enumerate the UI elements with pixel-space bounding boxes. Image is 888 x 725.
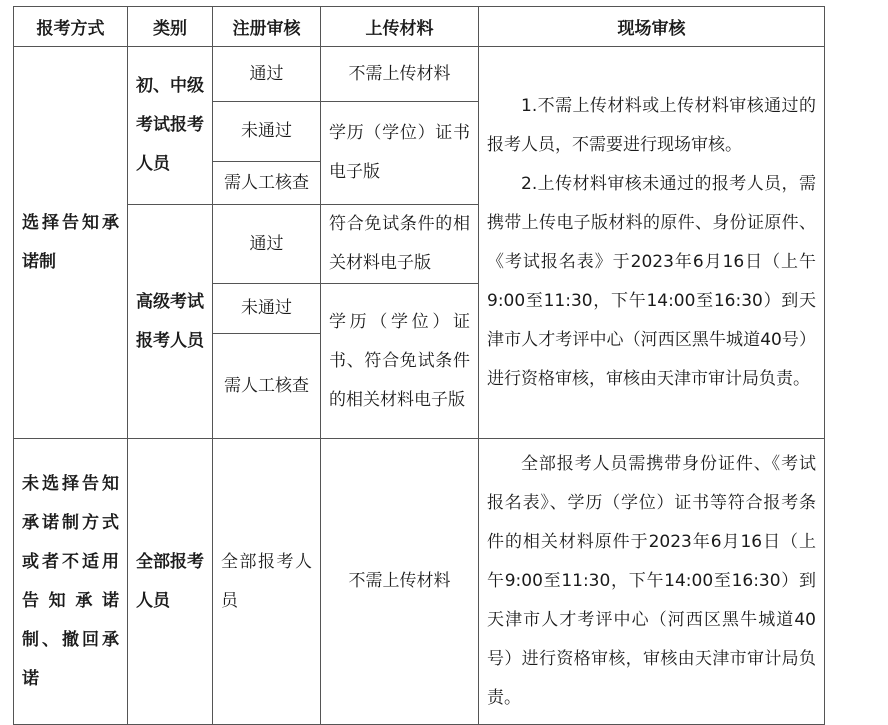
onsite-review-section1 (479, 47, 825, 439)
material-degree-exemption-text: 学历（学位）证书、符合免试条件的相关材料电子版 (329, 311, 470, 410)
material-degree-cert (321, 102, 479, 205)
material-exemption (321, 205, 479, 284)
header-row (14, 7, 825, 47)
category-senior (128, 205, 213, 439)
header-onsite-review: 现场审核 (479, 7, 825, 47)
header-upload-materials: 上传材料 (321, 7, 479, 47)
review-all (213, 439, 321, 725)
header-category: 类别 (128, 7, 213, 47)
method-commitment (14, 47, 128, 439)
review-fail-2: 未通过 (213, 284, 321, 334)
category-junior-mid-text: 初、中级考试报考人员 (136, 76, 204, 174)
review-manual-2: 需人工核查 (213, 334, 321, 439)
material-degree-cert-text: 学历（学位）证书电子版 (329, 123, 470, 182)
onsite-paragraph-3: 全部报考人员需携带身份证件、《考试报名表》、学历（学位）证书等符合报考条件的相关材料原件于2023年6月16日（上午9:00至11:30，下午14:00至16:30）到天津市人才考评中心（河西区黑牛城道40号）进行资格审核，审核由天津市审计局负责。 (487, 454, 816, 708)
onsite-paragraph-1: 1.不需上传材料或上传材料审核通过的报考人员，不需要进行现场审核。 (487, 95, 816, 155)
material-degree-exemption (321, 284, 479, 439)
category-junior-mid (128, 47, 213, 205)
method-no-commitment-text: 未选择告知承诺制方式或者不适用告知承诺制、撤回承诺 (22, 473, 119, 689)
review-pass-1: 通过 (213, 47, 321, 102)
review-pass-2: 通过 (213, 205, 321, 284)
qualification-review-table (13, 6, 825, 725)
review-fail-1: 未通过 (213, 102, 321, 162)
category-senior-text: 高级考试报考人员 (136, 291, 204, 351)
header-method: 报考方式 (14, 7, 128, 47)
material-none-1: 不需上传材料 (321, 47, 479, 102)
method-no-commitment (14, 439, 128, 725)
category-all-text: 全部报考人员 (136, 551, 204, 611)
material-exemption-text: 符合免试条件的相关材料电子版 (329, 214, 470, 273)
onsite-review-section2 (479, 439, 825, 725)
header-registration-review: 注册审核 (213, 7, 321, 47)
category-all (128, 439, 213, 725)
review-manual-1: 需人工核查 (213, 162, 321, 205)
material-none-2: 不需上传材料 (321, 439, 479, 725)
table-row (14, 47, 825, 102)
review-all-text: 全部报考人员 (221, 551, 312, 611)
method-commitment-text: 选择告知承诺制 (22, 212, 119, 272)
onsite-paragraph-2: 2.上传材料审核未通过的报考人员，需携带上传电子版材料的原件、身份证原件、《考试报名表》于2023年6月16日（上午9:00至11:30，下午14:00至16:30）到天津市人才考评中心（河西区黑牛城道40号）进行资格审核，审核由天津市审计局负责。 (487, 173, 816, 389)
table-row (14, 439, 825, 725)
